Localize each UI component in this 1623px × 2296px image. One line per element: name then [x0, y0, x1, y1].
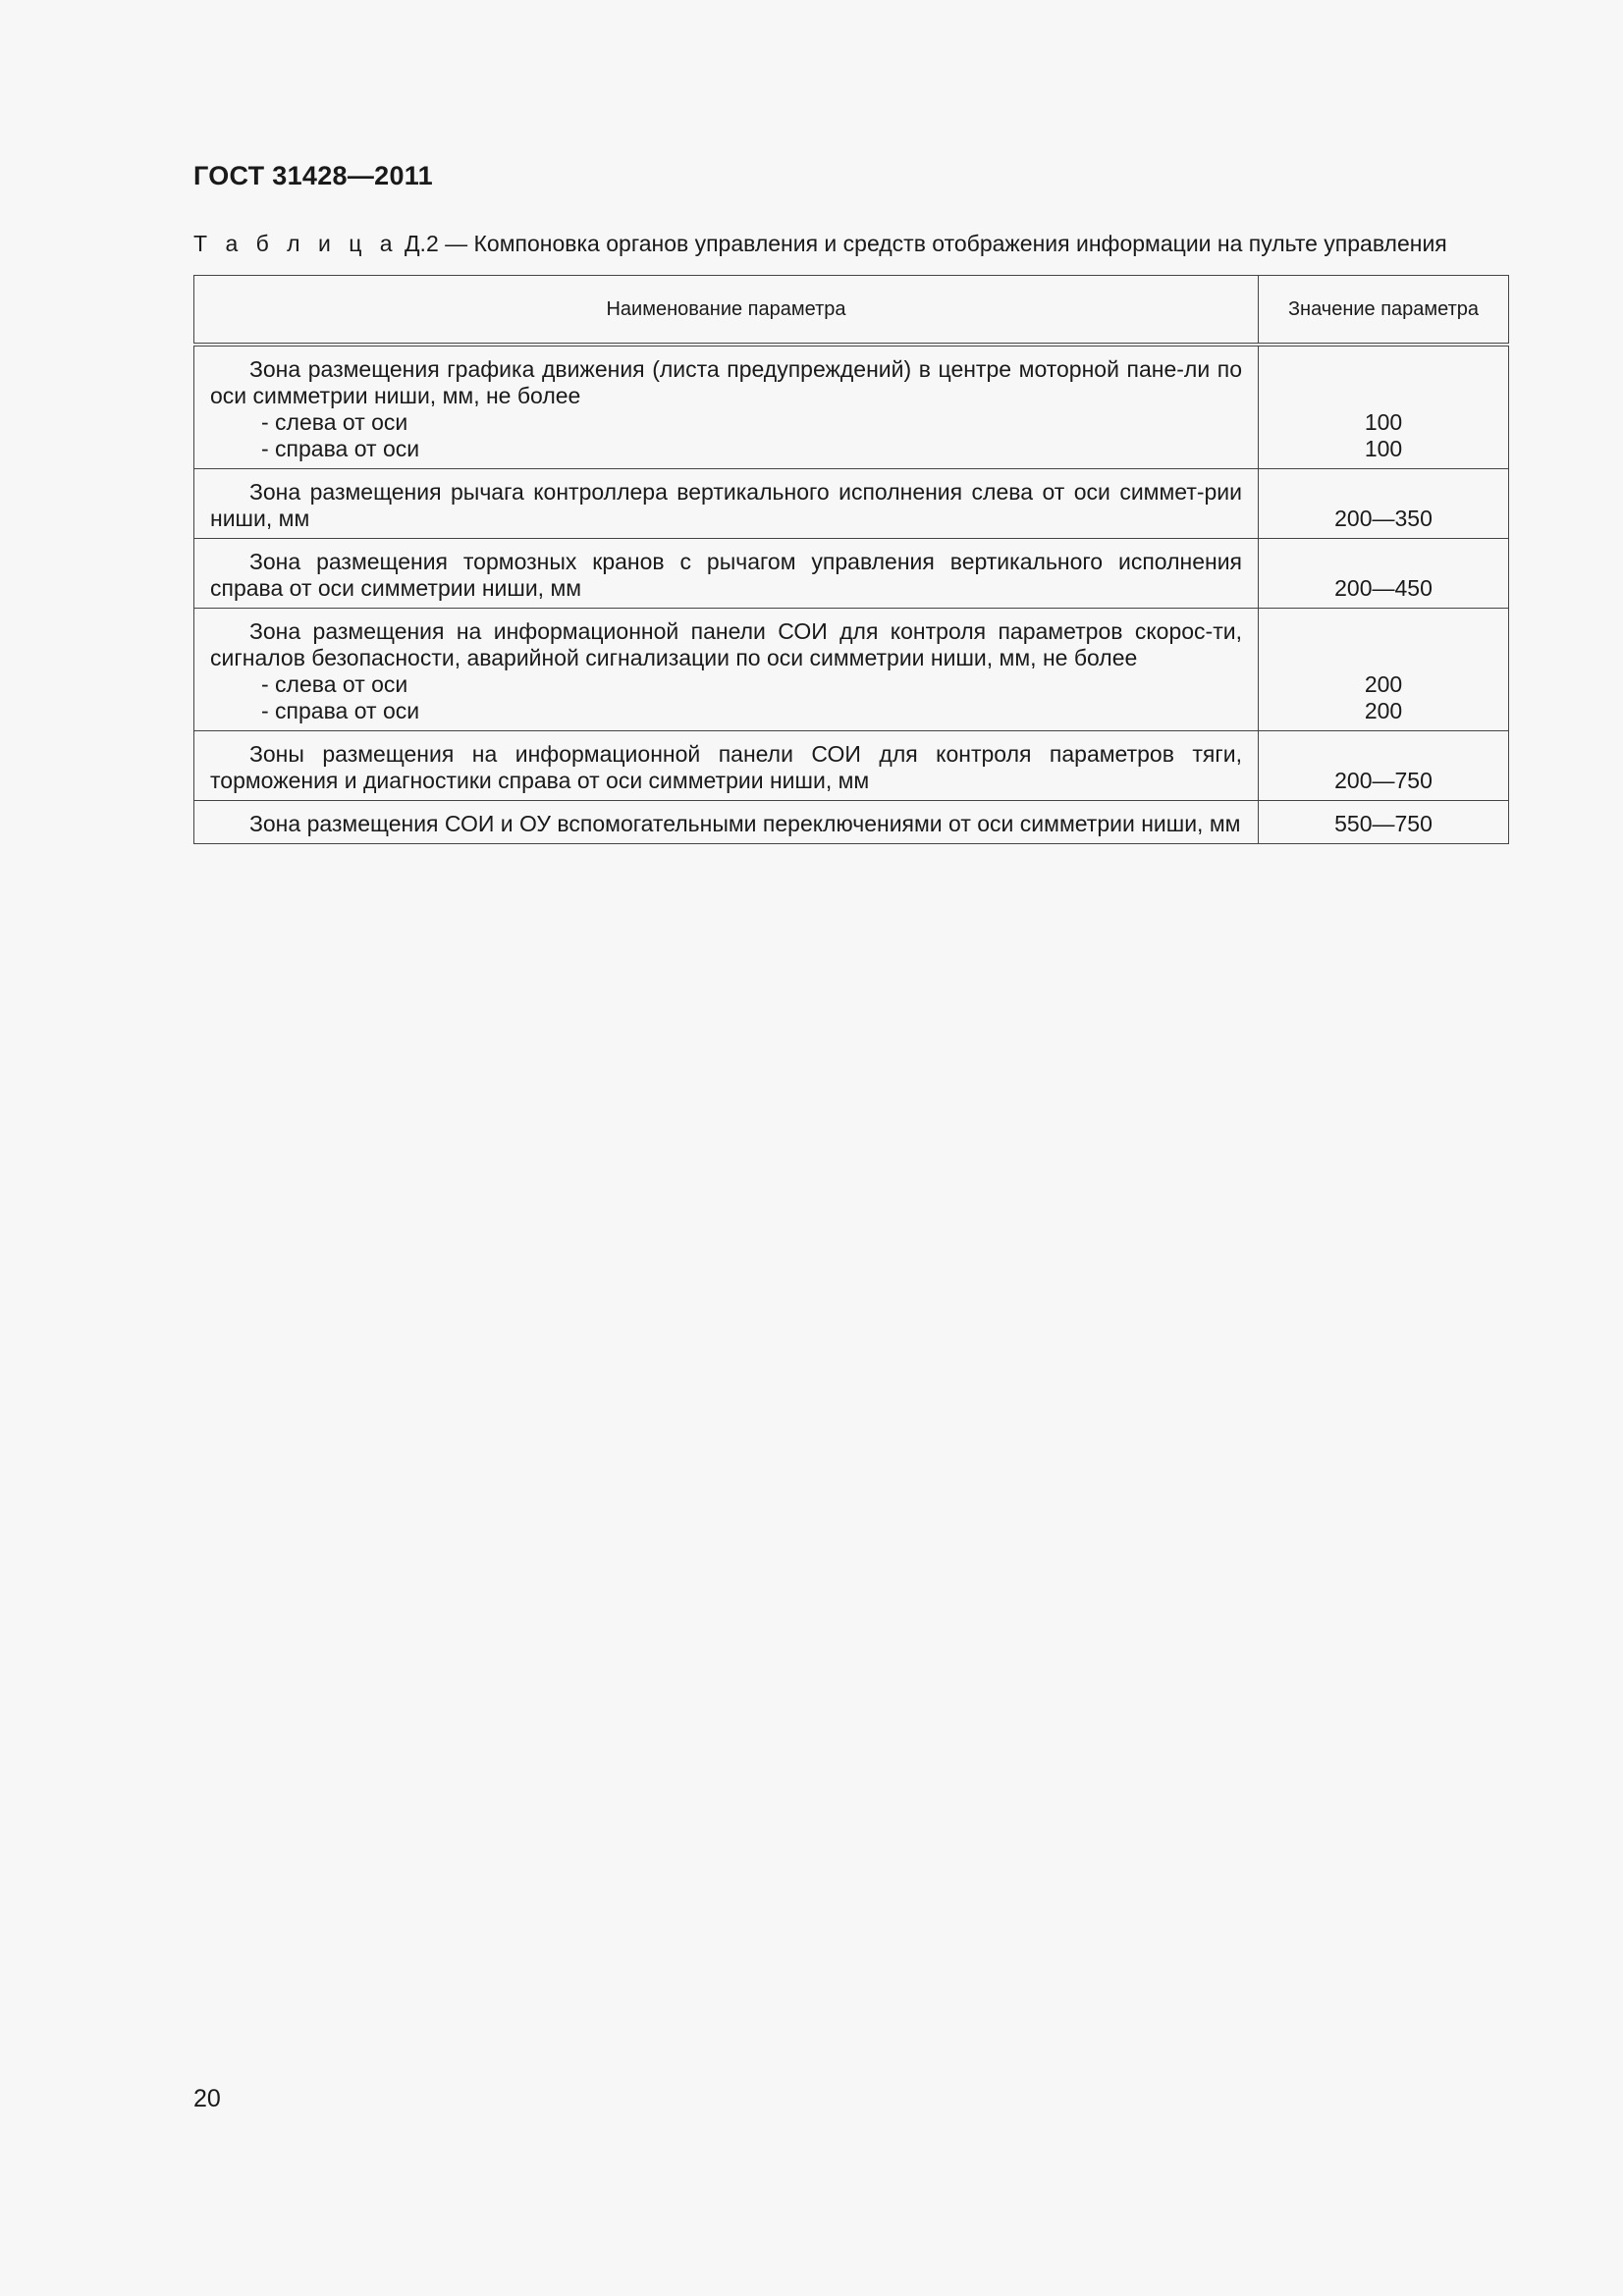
- table-row: [194, 539, 1509, 609]
- table-row: [194, 609, 1509, 731]
- document-id: ГОСТ 31428—2011: [193, 161, 433, 190]
- table-header-row: [194, 276, 1509, 346]
- parameter-value: 200: [1364, 698, 1403, 723]
- table-row: [194, 801, 1509, 844]
- parameter-name-cell: [194, 609, 1259, 731]
- parameter-name-cell: [194, 539, 1259, 609]
- table-caption: [193, 231, 1447, 257]
- parameter-value-cell: [1259, 345, 1509, 469]
- parameter-sub-item: - слева от оси: [261, 409, 408, 435]
- parameter-description: Зона размещения тормозных кранов с рычагом управления вертикального исполнения справа от оси симметрии ниши, мм: [210, 549, 1242, 601]
- parameter-description: Зона размещения графика движения (листа предупреждений) в центре моторной пане-ли по оси симметрии ниши, мм, не более: [210, 356, 1242, 408]
- parameter-description: Зона размещения СОИ и ОУ вспомогательными переключениями от оси симметрии ниши, мм: [249, 811, 1241, 836]
- table-row: [194, 469, 1509, 539]
- parameter-value: 200—750: [1334, 768, 1433, 793]
- parameter-value: 200: [1364, 671, 1403, 697]
- parameter-sub-item: - справа от оси: [261, 436, 420, 461]
- table-caption-label: Т а б л и ц а: [193, 231, 399, 256]
- parameter-value-cell: [1259, 801, 1509, 844]
- parameter-name-cell: [194, 345, 1259, 469]
- table-row: [194, 731, 1509, 801]
- column-header-parameter-value: Значение параметра: [1259, 276, 1509, 346]
- parameter-description: Зона размещения рычага контроллера вертикального исполнения слева от оси симмет-рии ниши, мм: [210, 479, 1242, 531]
- parameter-value: 200—450: [1334, 575, 1433, 601]
- parameter-sub-item: - справа от оси: [261, 698, 420, 723]
- parameter-value: 550—750: [1334, 811, 1433, 836]
- page-number: 20: [193, 2085, 221, 2112]
- parameter-value-cell: [1259, 539, 1509, 609]
- parameter-name-cell: [194, 731, 1259, 801]
- parameter-sub-item: - слева от оси: [261, 671, 408, 697]
- column-header-parameter-name: Наименование параметра: [194, 276, 1259, 346]
- parameter-value: 100: [1364, 409, 1403, 435]
- parameter-value: 100: [1364, 436, 1403, 461]
- parameter-value: 200—350: [1334, 506, 1433, 531]
- parameters-table: [193, 275, 1508, 844]
- parameter-name-cell: [194, 801, 1259, 844]
- parameter-value-cell: [1259, 731, 1509, 801]
- parameter-description: Зона размещения на информационной панели СОИ для контроля параметров скорос-ти, сигналов безопасности, аварийной сигнализации по оси симметрии ниши, мм, не более: [210, 618, 1242, 670]
- parameter-value-cell: [1259, 469, 1509, 539]
- parameter-value-cell: [1259, 609, 1509, 731]
- parameter-name-cell: [194, 469, 1259, 539]
- table-row: [194, 345, 1509, 469]
- parameter-description: Зоны размещения на информационной панели СОИ для контроля параметров тяги, торможения и диагностики справа от оси симметрии ниши, мм: [210, 741, 1242, 793]
- table-caption-text: Д.2 — Компоновка органов управления и средств отображения информации на пульте управления: [404, 231, 1447, 256]
